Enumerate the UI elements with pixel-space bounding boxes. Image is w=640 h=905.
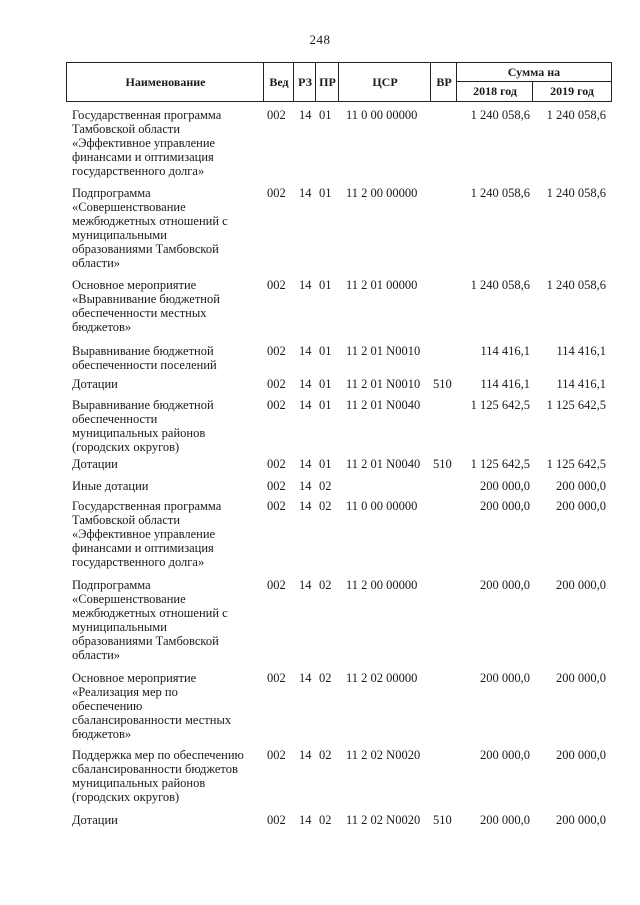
cell-ved: 002 bbox=[267, 377, 286, 391]
cell-y2018: 200 000,0 bbox=[480, 499, 530, 513]
cell-ved: 002 bbox=[267, 457, 286, 471]
header-sum: Сумма на bbox=[507, 65, 561, 79]
cell-pr: 01 bbox=[319, 377, 332, 391]
cell-rz: 14 bbox=[299, 344, 312, 358]
cell-rz: 14 bbox=[299, 479, 312, 493]
cell-ved: 002 bbox=[267, 278, 286, 292]
cell-rz: 14 bbox=[299, 398, 312, 412]
cell-pr: 02 bbox=[319, 813, 332, 827]
cell-ved: 002 bbox=[267, 671, 286, 685]
cell-csr: 11 2 01 N0010 bbox=[346, 344, 421, 358]
cell-rz: 14 bbox=[299, 457, 312, 471]
cell-y2019: 200 000,0 bbox=[556, 813, 606, 827]
cell-name: Дотации bbox=[72, 457, 118, 471]
cell-vr: 510 bbox=[433, 813, 452, 827]
cell-name: Дотации bbox=[72, 813, 118, 827]
header-name: Наименование bbox=[125, 74, 206, 89]
cell-csr: 11 0 00 00000 bbox=[346, 108, 418, 122]
cell-y2019: 200 000,0 bbox=[556, 479, 606, 493]
cell-pr: 01 bbox=[319, 344, 332, 358]
cell-y2019: 200 000,0 bbox=[556, 499, 606, 513]
cell-y2018: 200 000,0 bbox=[480, 479, 530, 493]
cell-ved: 002 bbox=[267, 186, 286, 200]
cell-pr: 01 bbox=[319, 457, 332, 471]
header-vr: ВР bbox=[436, 74, 452, 89]
cell-vr: 510 bbox=[433, 377, 452, 391]
header-rz: РЗ bbox=[298, 74, 312, 89]
cell-rz: 14 bbox=[299, 671, 312, 685]
cell-ved: 002 bbox=[267, 813, 286, 827]
cell-csr: 11 2 00 00000 bbox=[346, 186, 418, 200]
cell-csr: 11 0 00 00000 bbox=[346, 499, 418, 513]
cell-y2019: 200 000,0 bbox=[556, 578, 606, 592]
cell-rz: 14 bbox=[299, 748, 312, 762]
cell-name: Основное мероприятие «Выравнивание бюджетной обеспеченности местных бюджетов» bbox=[72, 278, 220, 334]
cell-pr: 02 bbox=[319, 671, 332, 685]
cell-csr: 11 2 02 N0020 bbox=[346, 748, 421, 762]
cell-csr: 11 2 00 00000 bbox=[346, 578, 418, 592]
cell-y2019: 114 416,1 bbox=[556, 344, 606, 358]
cell-rz: 14 bbox=[299, 278, 312, 292]
cell-y2018: 1 240 058,6 bbox=[470, 108, 530, 122]
cell-y2018: 200 000,0 bbox=[480, 578, 530, 592]
cell-name: Подпрограмма «Совершенствование межбюджетных отношений с муниципальными образованиями Тамбовской области» bbox=[72, 578, 228, 662]
header-csr: ЦСР bbox=[372, 74, 398, 89]
cell-y2019: 1 240 058,6 bbox=[546, 186, 606, 200]
cell-pr: 02 bbox=[319, 499, 332, 513]
cell-name: Государственная программа Тамбовской области «Эффективное управление финансами и оптимизация государственного долга» bbox=[72, 108, 222, 178]
cell-pr: 01 bbox=[319, 398, 332, 412]
cell-name: Поддержка мер по обеспечению сбалансированности бюджетов муниципальных районов (городских округов) bbox=[72, 748, 244, 804]
header-ved: Вед bbox=[269, 74, 289, 89]
cell-ved: 002 bbox=[267, 499, 286, 513]
cell-ved: 002 bbox=[267, 479, 286, 493]
cell-pr: 01 bbox=[319, 186, 332, 200]
cell-rz: 14 bbox=[299, 813, 312, 827]
cell-ved: 002 bbox=[267, 748, 286, 762]
cell-name: Выравнивание бюджетной обеспеченности поселений bbox=[72, 344, 217, 372]
cell-y2019: 200 000,0 bbox=[556, 748, 606, 762]
cell-y2019: 1 240 058,6 bbox=[546, 108, 606, 122]
cell-name: Государственная программа Тамбовской области «Эффективное управление финансами и оптимизация государственного долга» bbox=[72, 499, 222, 569]
cell-vr: 510 bbox=[433, 457, 452, 471]
cell-csr: 11 2 01 N0010 bbox=[346, 377, 421, 391]
cell-pr: 02 bbox=[319, 578, 332, 592]
cell-rz: 14 bbox=[299, 186, 312, 200]
header-2019: 2019 год bbox=[550, 84, 594, 98]
cell-name: Выравнивание бюджетной обеспеченности муниципальных районов (городских округов) bbox=[72, 398, 214, 454]
cell-y2018: 1 240 058,6 bbox=[470, 186, 530, 200]
cell-name: Иные дотации bbox=[72, 479, 149, 493]
cell-y2018: 114 416,1 bbox=[480, 344, 530, 358]
cell-pr: 01 bbox=[319, 108, 332, 122]
cell-y2019: 1 125 642,5 bbox=[546, 398, 606, 412]
cell-y2018: 114 416,1 bbox=[480, 377, 530, 391]
cell-csr: 11 2 02 00000 bbox=[346, 671, 418, 685]
header-pr: ПР bbox=[319, 74, 336, 89]
cell-y2019: 114 416,1 bbox=[556, 377, 606, 391]
cell-name: Основное мероприятие «Реализация мер по обеспечению сбалансированности местных бюджетов» bbox=[72, 671, 232, 741]
cell-y2018: 200 000,0 bbox=[480, 813, 530, 827]
cell-y2018: 200 000,0 bbox=[480, 748, 530, 762]
cell-pr: 02 bbox=[319, 479, 332, 493]
cell-csr: 11 2 01 N0040 bbox=[346, 398, 421, 412]
cell-y2018: 200 000,0 bbox=[480, 671, 530, 685]
cell-rz: 14 bbox=[299, 377, 312, 391]
cell-y2018: 1 240 058,6 bbox=[470, 278, 530, 292]
cell-y2019: 1 125 642,5 bbox=[546, 457, 606, 471]
cell-y2018: 1 125 642,5 bbox=[470, 398, 530, 412]
cell-y2019: 200 000,0 bbox=[556, 671, 606, 685]
cell-ved: 002 bbox=[267, 398, 286, 412]
header-2018: 2018 год bbox=[473, 84, 517, 98]
cell-name: Подпрограмма «Совершенствование межбюджетных отношений с муниципальными образованиями Тамбовской области» bbox=[72, 186, 228, 270]
cell-ved: 002 bbox=[267, 344, 286, 358]
cell-csr: 11 2 02 N0020 bbox=[346, 813, 421, 827]
cell-y2019: 1 240 058,6 bbox=[546, 278, 606, 292]
cell-csr: 11 2 01 N0040 bbox=[346, 457, 421, 471]
cell-pr: 02 bbox=[319, 748, 332, 762]
cell-rz: 14 bbox=[299, 578, 312, 592]
cell-rz: 14 bbox=[299, 108, 312, 122]
cell-csr: 11 2 01 00000 bbox=[346, 278, 418, 292]
cell-y2018: 1 125 642,5 bbox=[470, 457, 530, 471]
cell-name: Дотации bbox=[72, 377, 118, 391]
cell-ved: 002 bbox=[267, 578, 286, 592]
cell-pr: 01 bbox=[319, 278, 332, 292]
cell-rz: 14 bbox=[299, 499, 312, 513]
cell-ved: 002 bbox=[267, 108, 286, 122]
page-number: 248 bbox=[309, 32, 331, 47]
